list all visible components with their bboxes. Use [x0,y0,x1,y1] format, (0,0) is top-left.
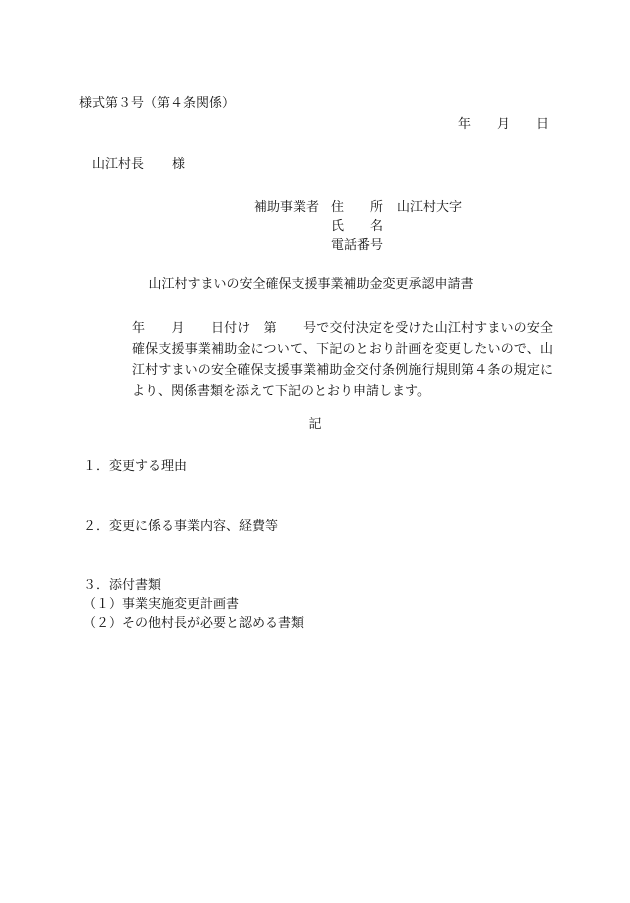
item-attachments: ３．添付書類 [83,578,162,593]
applicant-role: 補助事業者 [254,200,320,215]
address-label: 住 所 [331,200,384,215]
applicant-name-row [254,217,462,236]
body-text: 年 月 日付け 第 号で交付決定を受けた山江村すまいの安全確保支援事業補助金について、下記のとおり計画を変更したいので、山江村すまいの安全確保支援事業補助金交付条例施行規則第４条の規定により、関係書類を添えて下記のとおり申請します。 [132,321,553,399]
applicant-address-row [254,198,462,217]
item-change-content: ２．変更に係る事業内容、経費等 [83,519,279,534]
document-title: 山江村すまいの安全確保支援事業補助金変更承認申請書 [148,277,474,292]
name-label: 氏 名 [331,219,384,234]
date-line [458,118,549,131]
address-value: 山江村大字 [397,200,463,215]
addressee [92,158,185,171]
addressee-name: 山江村長 [92,157,145,172]
attachment-item: （２）その他村長が必要と認める書類 [83,616,305,631]
date-year: 年 [457,117,471,132]
phone-label: 電話番号 [331,238,384,253]
date-month: 月 [496,117,510,132]
applicant-block [254,198,462,255]
form-number: 様式第３号（第４条関係） [79,96,236,111]
ki-heading: 記 [308,417,322,432]
item-change-reason: １．変更する理由 [83,459,188,474]
date-day: 日 [535,117,549,132]
attachment-item: （１）事業実施変更計画書 [83,597,240,612]
body-paragraph [79,318,553,402]
applicant-phone-row [254,236,462,255]
addressee-honorific: 様 [172,157,186,172]
